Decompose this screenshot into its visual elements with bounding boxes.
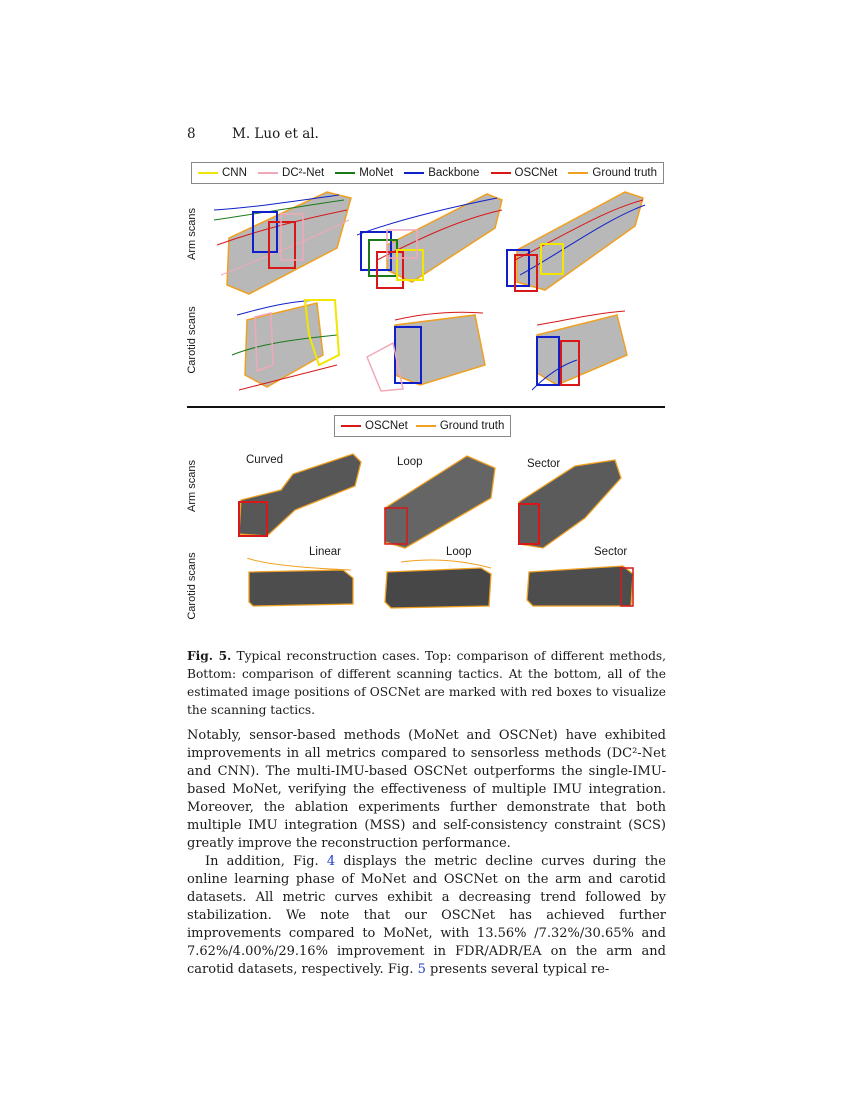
legend-label: Ground truth (439, 420, 505, 432)
legend-label: MoNet (359, 167, 394, 179)
legend-swatch (341, 425, 361, 428)
page-number: 8 (187, 126, 196, 142)
panel-top-arm-1 (209, 190, 359, 300)
tactic-label-carotid-sector: Sector (594, 546, 628, 558)
paragraph-2-part-a: In addition, Fig. (205, 854, 327, 869)
figure-5 (186, 160, 665, 620)
paragraph-2-part-c: presents several typical re- (425, 962, 610, 977)
panel-bottom-carotid-sector (523, 558, 643, 614)
running-authors: M. Luo et al. (232, 126, 319, 142)
legend-label: OSCNet (365, 420, 408, 432)
legend-swatch (491, 172, 511, 175)
tactic-label-arm-loop: Loop (397, 456, 423, 468)
row-label-top-carotid: Carotid scans (186, 306, 198, 374)
figure-5-link[interactable]: 5 (417, 962, 426, 977)
figure-separator (187, 406, 665, 408)
panel-bottom-arm-loop (381, 450, 511, 555)
panel-top-arm-2 (357, 190, 507, 300)
legend-item-dc2net (258, 167, 324, 179)
legend-item-ground-truth (568, 167, 657, 179)
legend-label: Ground truth (592, 167, 657, 179)
panel-top-arm-3 (505, 190, 655, 300)
legend-swatch (335, 172, 355, 175)
row-label-bottom-carotid: Carotid scans (186, 552, 198, 620)
legend-label: CNN (222, 167, 247, 179)
tactic-label-arm-sector: Sector (527, 458, 561, 470)
panel-top-carotid-2 (365, 305, 505, 400)
legend-swatch (416, 425, 436, 428)
legend-item-cnn (198, 167, 247, 179)
legend-item-oscnet (491, 167, 558, 179)
legend-swatch (258, 172, 278, 175)
panel-bottom-arm-curved (233, 448, 373, 548)
caption-text: Typical reconstruction cases. Top: comparison of different methods, Bottom: comparison of different scanning tactics. At the bottom, all of the estimated image positions of OSCNet are marked with red boxes to visualize the scanning tactics. (187, 649, 666, 717)
legend-swatch (568, 172, 588, 175)
legend-tactics (334, 415, 511, 437)
legend-item-backbone (404, 167, 479, 179)
figure-caption (187, 647, 666, 719)
caption-label: Fig. 5. (187, 649, 232, 663)
panel-top-carotid-1 (227, 295, 357, 400)
paragraph-2 (187, 853, 666, 979)
tactic-label-carotid-linear: Linear (309, 546, 341, 558)
legend-methods (191, 162, 664, 184)
row-label-top-arm: Arm scans (186, 208, 198, 260)
legend-swatch (198, 172, 218, 175)
legend-item-oscnet (341, 420, 408, 432)
figure-4-link[interactable]: 4 (326, 854, 336, 869)
paragraph-2-part-b: displays the metric decline curves during the online learning phase of MoNet and OSCNet on the arm and carotid datasets. All metric curves exhibit a decreasing trend followed by stabilization. We note that our OSCNet has achieved further improvements compared to MoNet, with 13.56% /7.32%/30.65% and 7.62%/4.00%/29.16% improvement in FDR/ADR/EA on the arm and carotid datasets, respectively. Fig. (187, 854, 666, 977)
panel-bottom-carotid-linear (243, 558, 361, 614)
panel-bottom-arm-sector (515, 448, 635, 553)
legend-swatch (404, 172, 424, 175)
paragraph-1: Notably, sensor-based methods (MoNet and OSCNet) have exhibited improvements in all metrics compared to sensorless methods (DC²-Net and CNN). The multi-IMU-based OSCNet outperforms the single-IMU-based MoNet, verifying the effectiveness of multiple IMU integration. Moreover, the ablation experiments further demonstrate that both multiple IMU integration (MSS) and self-consistency constraint (SCS) greatly improve the reconstruction performance. (187, 728, 666, 851)
row-label-bottom-arm: Arm scans (186, 460, 198, 512)
legend-item-monet (335, 167, 393, 179)
panel-top-carotid-3 (517, 305, 647, 400)
tactic-label-arm-curved: Curved (246, 454, 284, 466)
legend-label: Backbone (428, 167, 480, 179)
body-text (187, 727, 666, 979)
tactic-label-carotid-loop: Loop (446, 546, 472, 558)
legend-item-ground-truth (416, 420, 505, 432)
legend-label: OSCNet (514, 167, 558, 179)
panel-bottom-carotid-loop (381, 558, 506, 614)
legend-label: DC²-Net (282, 167, 325, 179)
